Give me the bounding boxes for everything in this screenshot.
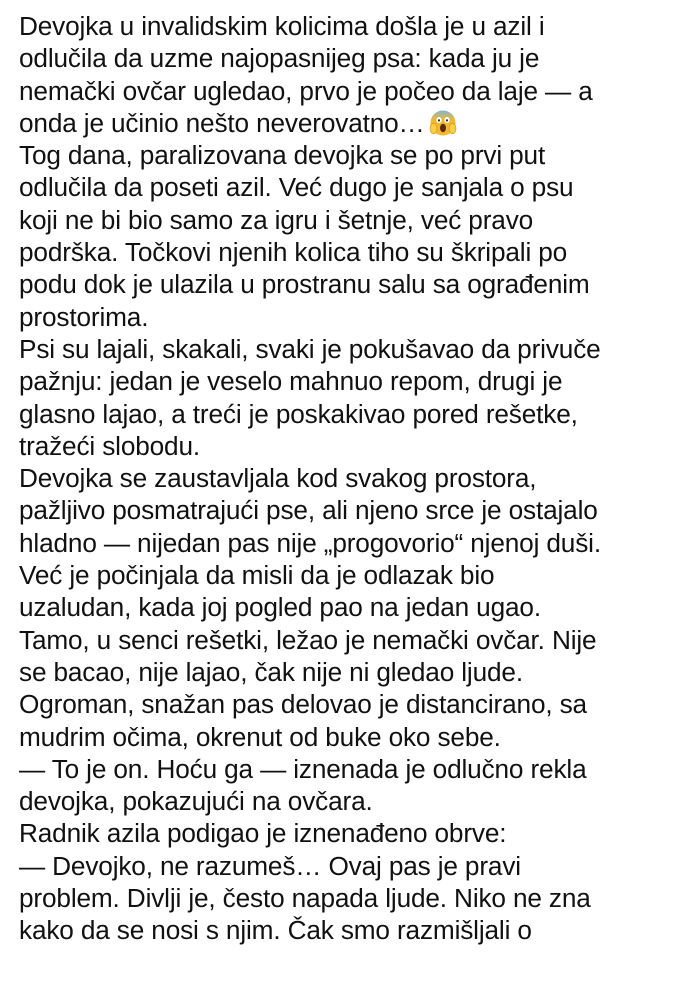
text-line: problem. Divlji je, često napada ljude. Niko ne zna	[19, 883, 591, 914]
text-line: — Devojko, ne razumeš… Ovaj pas je pravi	[19, 850, 521, 881]
text-line: Devojka se zaustavljala kod svakog prostora,	[19, 463, 537, 494]
text-line: uzaludan, kada joj pogled pao na jedan ugao.	[19, 592, 541, 623]
text-line: glasno lajao, a treći je poskakivao pored rešetke,	[19, 398, 578, 429]
text-line: Već je počinjala da misli da je odlazak bio	[19, 560, 495, 591]
text-line: mudrim očima, okrenut od buke oko sebe.	[19, 721, 501, 752]
text-line: pažljivo posmatrajući pse, ali njeno srce je ostajalo	[19, 495, 598, 526]
text-line: podrška. Točkovi njenih kolica tiho su škripali po	[19, 237, 568, 268]
text-line: Devojka u invalidskim kolicima došla je u azil i	[19, 11, 545, 41]
text-line: Tamo, u senci rešetki, ležao je nemački ovčar. Nije	[19, 624, 597, 655]
text-line: Psi su lajali, skakali, svaki je pokušavao da privuče	[19, 333, 601, 364]
text-line: devojka, pokazujući na ovčara.	[19, 786, 373, 817]
text-line-with-emoji	[19, 107, 691, 139]
text-line: onda je učinio nešto neverovatno…	[19, 107, 425, 138]
text-line: odlučila da poseti azil. Već dugo je sanjala o psu	[19, 172, 574, 203]
text-line: se bacao, nije lajao, čak nije ni gledao ljude.	[19, 656, 523, 687]
text-line: Radnik azila podigao je iznenađeno obrve:	[19, 818, 507, 849]
text-line: Tog dana, paralizovana devojka se po prvi put	[19, 140, 546, 171]
post-text	[19, 10, 691, 947]
text-line: prostorima.	[19, 301, 149, 332]
text-line: Ogroman, snažan pas delovao je distancirano, sa	[19, 689, 587, 720]
text-line: nemački ovčar ugledao, prvo je počeo da laje — a	[19, 75, 593, 106]
text-line: pažnju: jedan je veselo mahnuo repom, drugi je	[19, 366, 563, 397]
text-line: odlučila da uzme najopasnijeg psa: kada ju je	[19, 43, 540, 74]
text-line: hladno — nijedan pas nije „progovorio“ njenoj duši.	[19, 527, 601, 558]
text-line: tražeći slobodu.	[19, 430, 201, 461]
screaming-face-emoji-icon	[429, 109, 457, 137]
text-line: podu dok je ulazila u prostranu salu sa ograđenim	[19, 269, 590, 300]
text-line: kako da se nosi s njim. Čak smo razmišljali o	[19, 915, 532, 946]
text-line: koji ne bi bio samo za igru i šetnje, već pravo	[19, 204, 534, 235]
text-line: — To je on. Hoću ga — iznenada je odlučno rekla	[19, 753, 587, 784]
